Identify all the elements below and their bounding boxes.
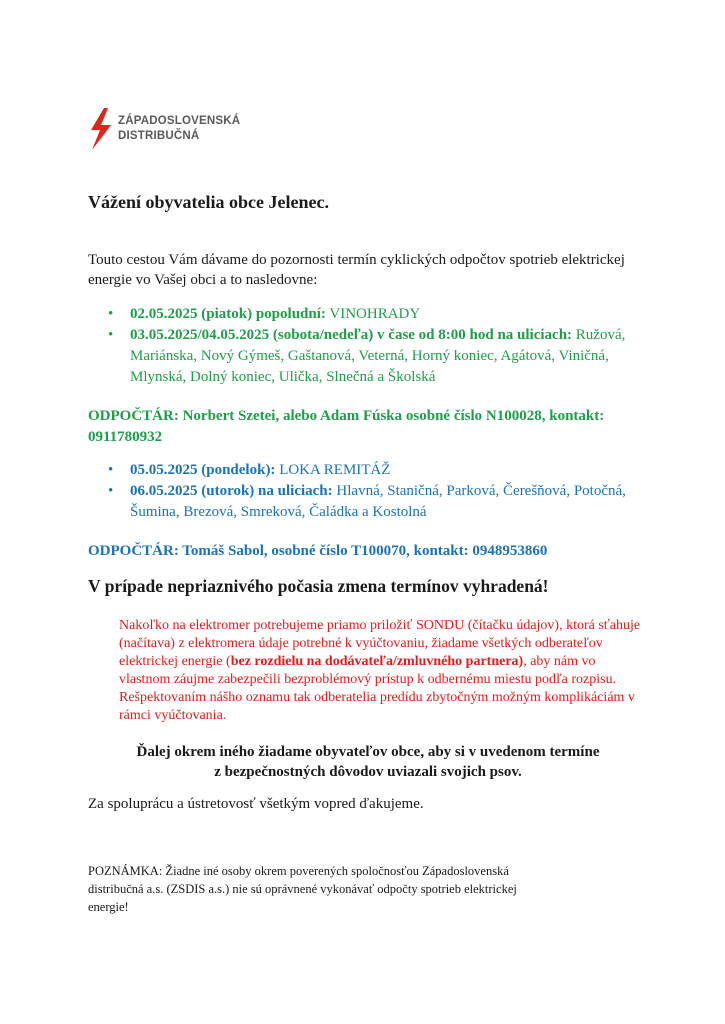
schedule-streets: Ružová, Mariánska, Nový Gýmeš, Gaštanová, Veterná, Horný koniec, Agátová, Viničná, Mlynská, Dolný koniec, Ulička, Slnečná a Školská (130, 327, 626, 385)
greeting-heading: Vážení obyvatelia obce Jelenec. (88, 192, 329, 212)
dogs-request (88, 742, 648, 782)
logo-text (118, 114, 240, 144)
schedule-list-1 (88, 304, 648, 388)
list-item (88, 325, 648, 388)
schedule-streets: Hlavná, Staničná, Parková, Čerešňová, Potočná, Šumina, Brezová, Smreková, Čaládka a Kostolná (130, 483, 626, 520)
schedule-date: 02.05.2025 (piatok) popoludní: (130, 306, 326, 322)
notice-text-1: Nakoľko na elektromer potrebujeme priamo priložiť SONDU (čítačku údajov), ktorá sťahuje (načítava) z elektromera údaje potrebné k vyúčtovaniu, žiadame všetkých odberateľov elektrickej energie ( (119, 618, 641, 669)
meter-reader-1: ODPOČTÁR: Norbert Szetei, alebo Adam Fúska osobné číslo N100028, kontakt: 0911780932 (88, 408, 605, 445)
weather-warning: V prípade nepriaznivého počasia zmena termínov vyhradená! (88, 576, 549, 596)
bullet-icon: • (108, 462, 114, 478)
schedule-date: 05.05.2025 (pondelok): (130, 462, 276, 478)
bullet-icon: • (108, 483, 114, 499)
schedule-streets: VINOHRADY (325, 306, 421, 322)
logo-line-1: ZÁPADOSLOVENSKÁ (118, 115, 241, 127)
logo-line-2: DISTRIBUČNÁ (118, 130, 200, 142)
company-logo (88, 108, 240, 150)
bullet-icon: • (108, 306, 114, 322)
list-item (88, 460, 648, 481)
list-item (88, 481, 648, 523)
notice-bold: bez rozdielu na dodávateľa/zmluvného partnera) (230, 654, 524, 669)
dogs-line-1: Ďalej okrem iného žiadame obyvateľov obce, aby si v uvedenom termíne (136, 744, 600, 760)
schedule-date: 06.05.2025 (utorok) na uliciach: (130, 483, 333, 499)
dogs-line-2: z bezpečnostných dôvodov uviazali svojich psov. (214, 764, 522, 780)
schedule-streets: LOKA REMITÁŽ (275, 462, 391, 478)
notice-text-2: , aby nám vo vlastnom záujme zabezpečili bezproblémový prístup k odbernému miestu podľa rozpisu. Rešpektovaním nášho oznamu tak odberatelia predídu zbytočným možným komplikáciám v rámci vyúčtovania. (119, 654, 635, 723)
list-item (88, 304, 648, 325)
schedule-list-2 (88, 460, 648, 523)
bullet-icon: • (108, 327, 114, 343)
lightning-bolt-icon (88, 108, 114, 150)
schedule-date: 03.05.2025/04.05.2025 (sobota/nedeľa) v čase od 8:00 hod na uliciach: (130, 327, 573, 343)
intro-paragraph: Touto cestou Vám dávame do pozornosti termín cyklických odpočtov spotrieb elektrickej energie vo Vašej obci a to nasledovne: (88, 252, 625, 288)
thanks-paragraph: Za spoluprácu a ústretovosť všetkým vopred ďakujeme. (88, 796, 424, 812)
access-notice (119, 617, 649, 725)
meter-reader-2: ODPOČTÁR: Tomáš Sabol, osobné číslo T100070, kontakt: 0948953860 (88, 543, 548, 559)
footnote: POZNÁMKA: Žiadne iné osoby okrem poverených spoločnosťou Západoslovenská distribučná a.s. (ZSDIS a.s.) nie sú oprávnené vykonávať odpočty spotrieb elektrickej energie! (88, 864, 517, 914)
